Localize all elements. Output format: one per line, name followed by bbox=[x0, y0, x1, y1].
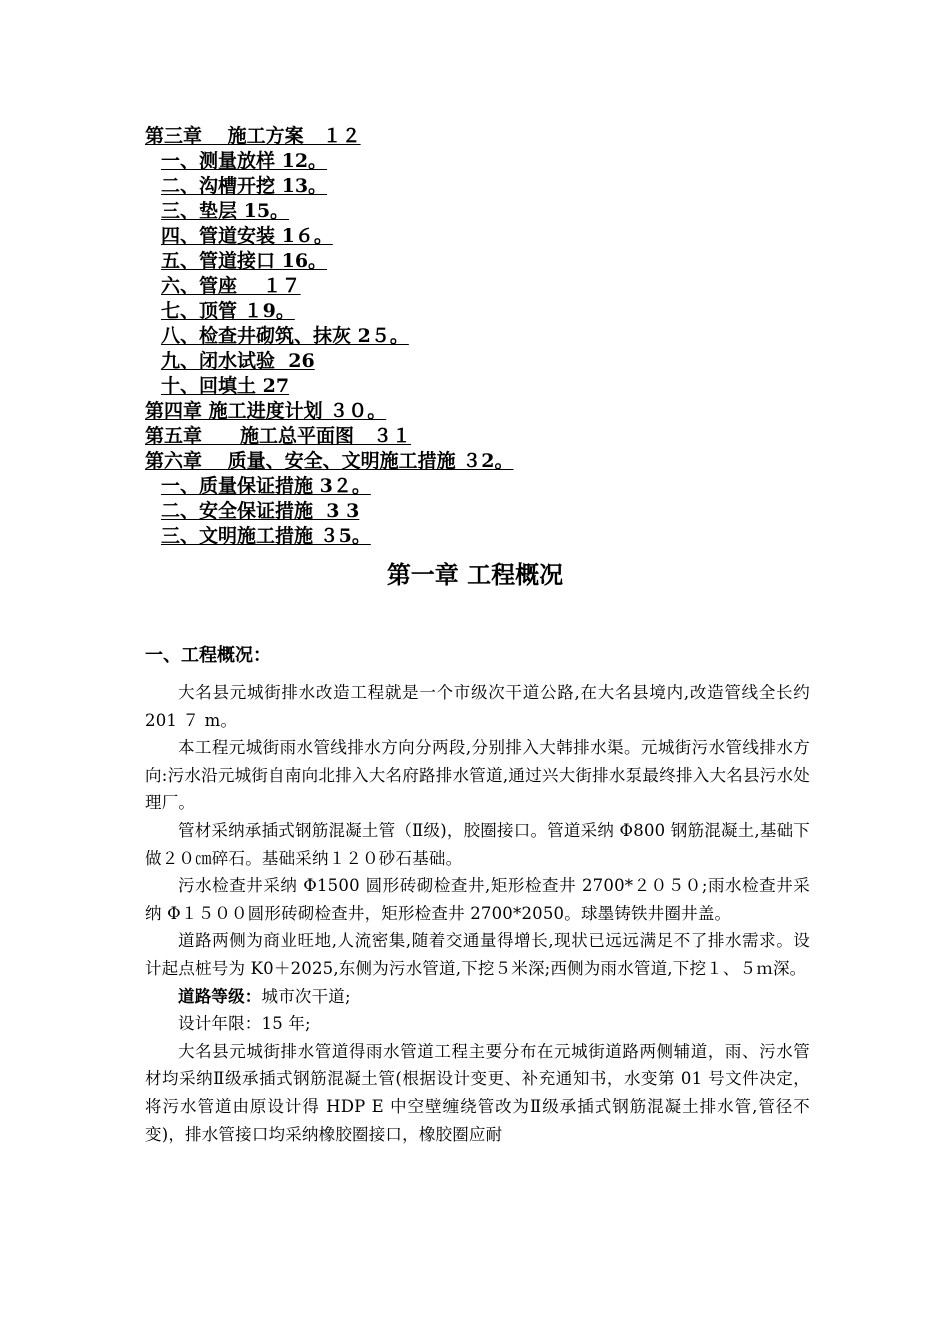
paragraph: 污水检查井采纳 Φ1500 圆形砖砌检查井,矩形检查井 2700*２０５０;雨水检查井采纳 Φ１５００圆形砖砌检查井，矩形检查井 2700*2050。球墨铸铁井圈井盖。 bbox=[145, 876, 810, 923]
toc-entry-chapter-5[interactable]: 第五章 施工总平面图 ３１ bbox=[145, 425, 412, 447]
toc-entry-trench[interactable]: 二、沟槽开挖 13。 bbox=[161, 175, 328, 197]
toc-entry-pipe-seat[interactable]: 六、管座 １７ bbox=[161, 275, 301, 297]
toc-entry-chapter-6[interactable]: 第六章 质量、安全、文明施工措施 ３2。 bbox=[145, 450, 514, 472]
toc-entry-civilized[interactable]: 三、文明施工措施 ３5。 bbox=[161, 525, 371, 547]
paragraph: 本工程元城街雨水管线排水方向分两段,分别排入大韩排水渠。元城街污水管线排水方向:污水沿元城街自南向北排入大名府路排水管道,通过兴大街排水泵最终排入大名县污水处理厂。 bbox=[145, 738, 810, 813]
toc-entry-pipe-joint[interactable]: 五、管道接口 16。 bbox=[161, 250, 328, 272]
toc-entry-backfill[interactable]: 十、回填土 27 bbox=[161, 375, 290, 397]
body-text bbox=[145, 679, 810, 1148]
chapter-title: 第一章 工程概况 bbox=[386, 561, 564, 589]
toc-entry-water-test[interactable]: 九、闭水试验 26 bbox=[161, 350, 315, 372]
toc-entry-quality[interactable]: 一、质量保证措施 3２。 bbox=[161, 475, 371, 497]
toc-entry-chapter-3[interactable]: 第三章 施工方案 １２ bbox=[145, 125, 361, 147]
road-grade-value: 城市次干道; bbox=[261, 986, 351, 1006]
toc-entry-chapter-4[interactable]: 第四章 施工进度计划 ３０。 bbox=[145, 400, 387, 422]
paragraph: 管材采纳承插式钢筋混凝土管（Ⅱ级)，胶圈接口。管道采纳 Φ800 钢筋混凝土,基础下做２０㎝碎石。基础采纳１２０砂石基础。 bbox=[145, 820, 810, 868]
toc-entry-pipe-install[interactable]: 四、管道安装 1６。 bbox=[161, 225, 333, 247]
paragraph: 大名县元城街排水管道得雨水管道工程主要分布在元城街道路两侧辅道，雨、污水管材均采纳Ⅱ级承插式钢筋混凝土管(根据设计变更、补充通知书，水变第 01 号文件决定，将污水管道由原设计得 HDP E 中空壁缠绕管改为Ⅱ级承插式钢筋混凝土排水管,管径不变)，排水管接口均采纳橡胶圈接口，橡胶圈应耐 bbox=[145, 1041, 810, 1144]
paragraph: 设计年限：15 年; bbox=[178, 1014, 311, 1034]
toc-entry-pipe-jacking[interactable]: 七、顶管 １9。 bbox=[161, 300, 295, 322]
toc-entry-survey[interactable]: 一、测量放样 12。 bbox=[161, 150, 328, 172]
paragraph: 道路两侧为商业旺地,人流密集,随着交通量得增长,现状已远远满足不了排水需求。设计起点桩号为 K0＋2025,东侧为污水管道,下挖５米深;西侧为雨水管道,下挖１、５ｍ深。 bbox=[145, 931, 810, 978]
table-of-contents bbox=[145, 124, 845, 549]
road-grade-paragraph bbox=[145, 983, 810, 1011]
paragraph: 大名县元城街排水改造工程就是一个市级次干道公路,在大名县境内,改造管线全长约 201 ７ m。 bbox=[145, 683, 810, 730]
toc-entry-safety[interactable]: 二、安全保证措施 3 3 bbox=[161, 500, 360, 522]
section-title: 一、工程概况： bbox=[145, 645, 271, 666]
toc-entry-cushion[interactable]: 三、垫层 15。 bbox=[161, 200, 290, 222]
toc-entry-manhole[interactable]: 八、检查井砌筑、抹灰 2５。 bbox=[161, 325, 409, 347]
road-grade-label: 道路等级： bbox=[178, 986, 262, 1006]
